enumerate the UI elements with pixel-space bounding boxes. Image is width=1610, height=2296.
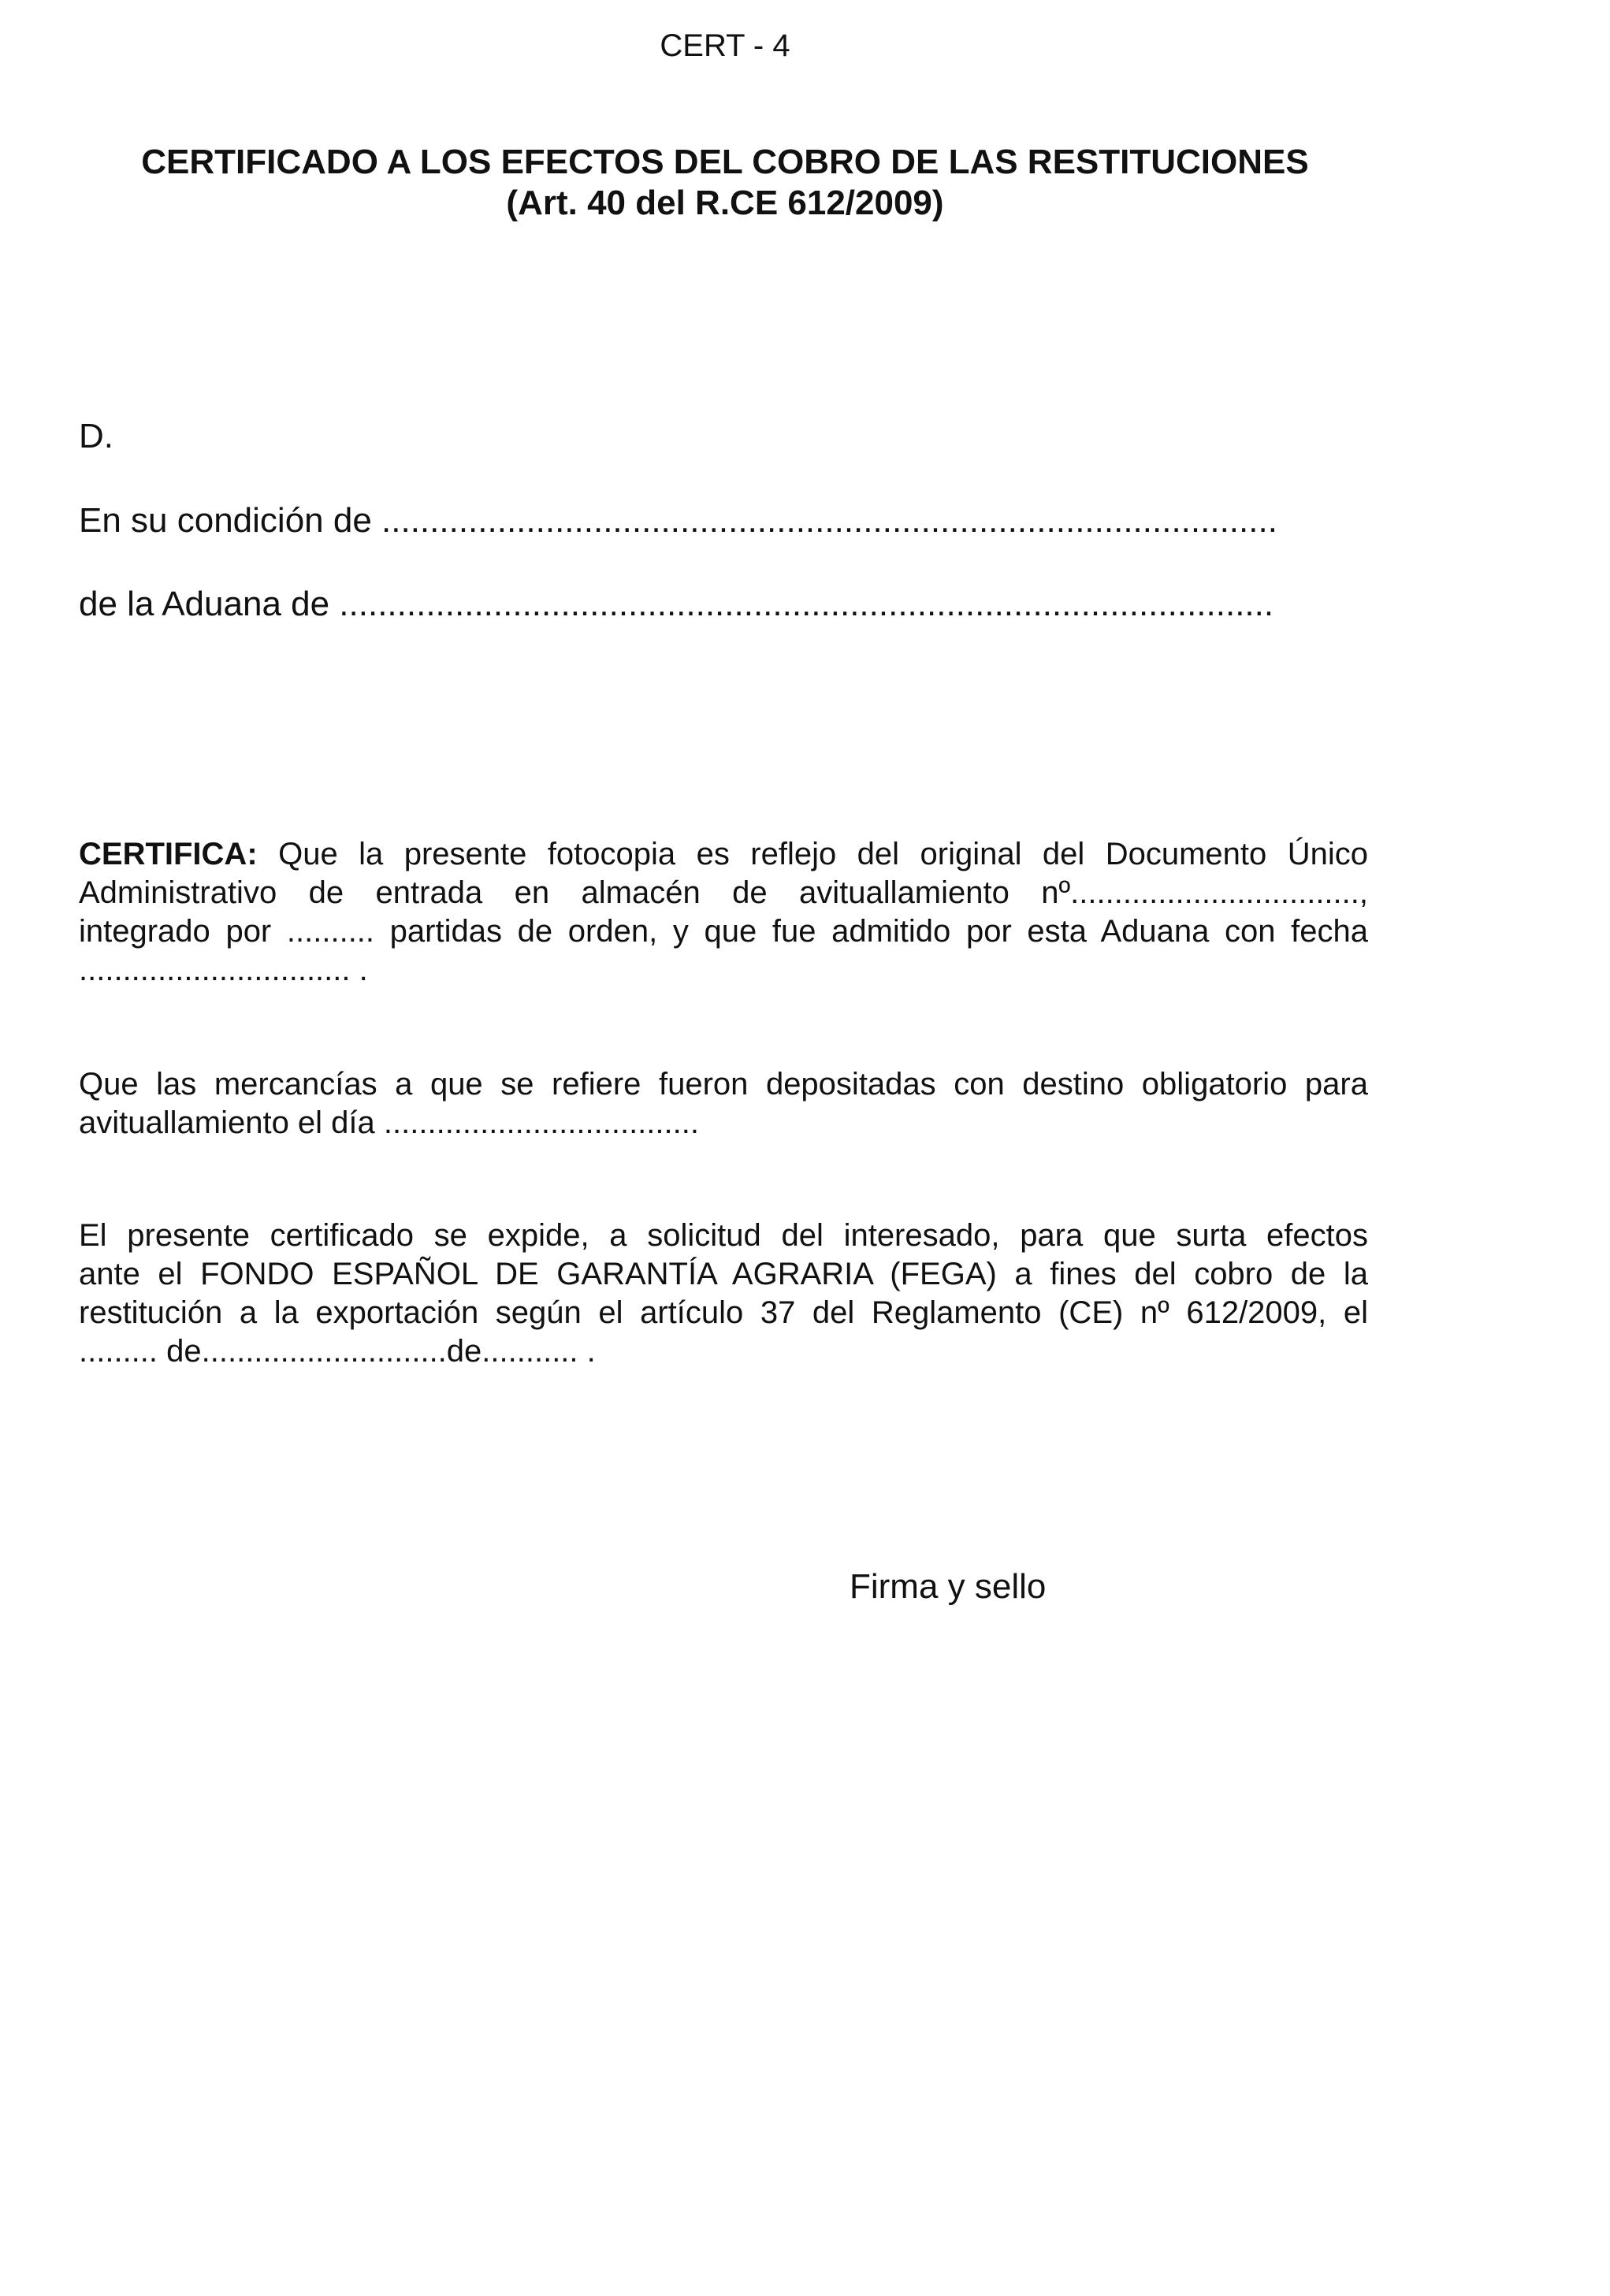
deposit-paragraph	[79, 1065, 1368, 1142]
signature-label: Firma y sello	[850, 1567, 1047, 1606]
certifica-line-2: Administrativo de entrada en almacén de avituallamiento nº.................................,	[79, 875, 1368, 910]
issuance-line-4: ......... de............................de........... .	[79, 1334, 596, 1369]
issuance-paragraph	[79, 1217, 1368, 1371]
certifica-label: CERTIFICA:	[79, 837, 258, 871]
document-code: CERT - 4	[660, 28, 790, 63]
deposit-line-1: Que las mercancías a que se refiere fueron depositadas con destino obligatorio para	[79, 1067, 1368, 1102]
issuance-line-1: El presente certificado se expide, a solicitud del interesado, para que surta efectos	[79, 1218, 1368, 1253]
certifica-line-3: integrado por .......... partidas de orden, y que fue admitido por esta Aduana con fecha	[79, 914, 1368, 949]
certifica-line-1-text: Que la presente fotocopia es reflejo del original del Documento Único	[257, 837, 1368, 871]
certifica-line-4: ............................... .	[79, 953, 368, 987]
title-line-reference: (Art. 40 del R.CE 612/2009)	[506, 184, 944, 222]
name-field: D.	[79, 417, 113, 455]
certifica-paragraph	[79, 835, 1368, 990]
customs-field: de la Aduana de .................................................................................................	[79, 585, 1274, 623]
title-line-main: CERTIFICADO A LOS EFECTOS DEL COBRO DE LAS RESTITUCIONES	[141, 143, 1309, 181]
document-title	[47, 142, 1403, 224]
issuance-line-2: ante el FONDO ESPAÑOL DE GARANTÍA AGRARIA (FEGA) a fines del cobro de la	[79, 1257, 1368, 1291]
issuance-line-3: restitución a la exportación según el artículo 37 del Reglamento (CE) nº 612/2009, el	[79, 1295, 1368, 1330]
deposit-line-2: avituallamiento el día ....................................	[79, 1105, 699, 1140]
condition-field: En su condición de .............................................................................................	[79, 501, 1277, 540]
certifica-line-1	[79, 835, 1368, 874]
